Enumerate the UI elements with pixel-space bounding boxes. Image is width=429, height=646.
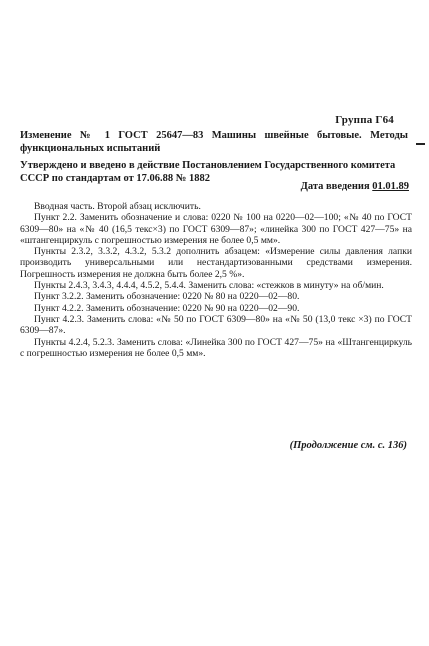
amendment-body	[20, 201, 412, 359]
effective-date-label: Дата введения	[300, 181, 370, 192]
effective-date	[301, 181, 409, 192]
paragraph: Пункты 4.2.4, 5.2.3. Заменить слова: «Линейка 300 по ГОСТ 427—75» на «Штангенциркуль с погрешностью измерения не более 0,5 мм».	[20, 336, 412, 359]
paragraph: Пункт 4.2.2. Заменить обозначение: 0220 № 90 на 0220—02—90.	[34, 302, 300, 314]
margin-mark	[416, 143, 425, 145]
continuation-note: (Продолжение см. с. 136)	[289, 440, 407, 451]
effective-date-value: 01.01.89	[372, 181, 409, 192]
paragraph: Пункт 4.2.3. Заменить слова: «№ 50 по ГОСТ 6309—80» на «№ 50 (13,0 текс ×3) по ГОСТ 6309—87».	[20, 313, 412, 337]
paragraph: Пункт 3.2.2. Заменить обозначение: 0220 № 80 на 0220—02—80.	[34, 291, 300, 303]
paragraph: Вводная часть. Второй абзац исключить.	[34, 201, 201, 212]
amendment-title: Изменение № 1 ГОСТ 25647—83 Машины швейные бытовые. Методы функциональных испытаний	[20, 130, 408, 154]
paragraph: Пункт 2.2. Заменить обозначение и слова: 0220 № 100 на 0220—02—100; «№ 40 по ГОСТ 6309—80» на «№ 40 (16,5 текс×3) по ГОСТ 6309—87»; «линейка 300 по ГОСТ 427—75» на «штангенциркуль с погрешностью измерения не более 0,5 мм».	[20, 212, 412, 246]
approval-statement: Утверждено и введено в действие Постановлением Государственного комитета СССР по стандартам от 17.06.88 № 1882	[20, 160, 396, 184]
group-code: Группа Г64	[335, 114, 394, 126]
paragraph: Пункты 2.4.3, 3.4.3, 4.4.4, 4.5.2, 5.4.4. Заменить слова: «стежков в минуту» на об/мин.	[34, 280, 384, 292]
paragraph: Пункты 2.3.2, 3.3.2, 4.3.2, 5.3.2 дополнить абзацем: «Измерение силы давления лапки производить универсальными или нестандартизованными средствами измерения. Погрешность измерения не должна быть более 2,5 %».	[20, 246, 412, 280]
